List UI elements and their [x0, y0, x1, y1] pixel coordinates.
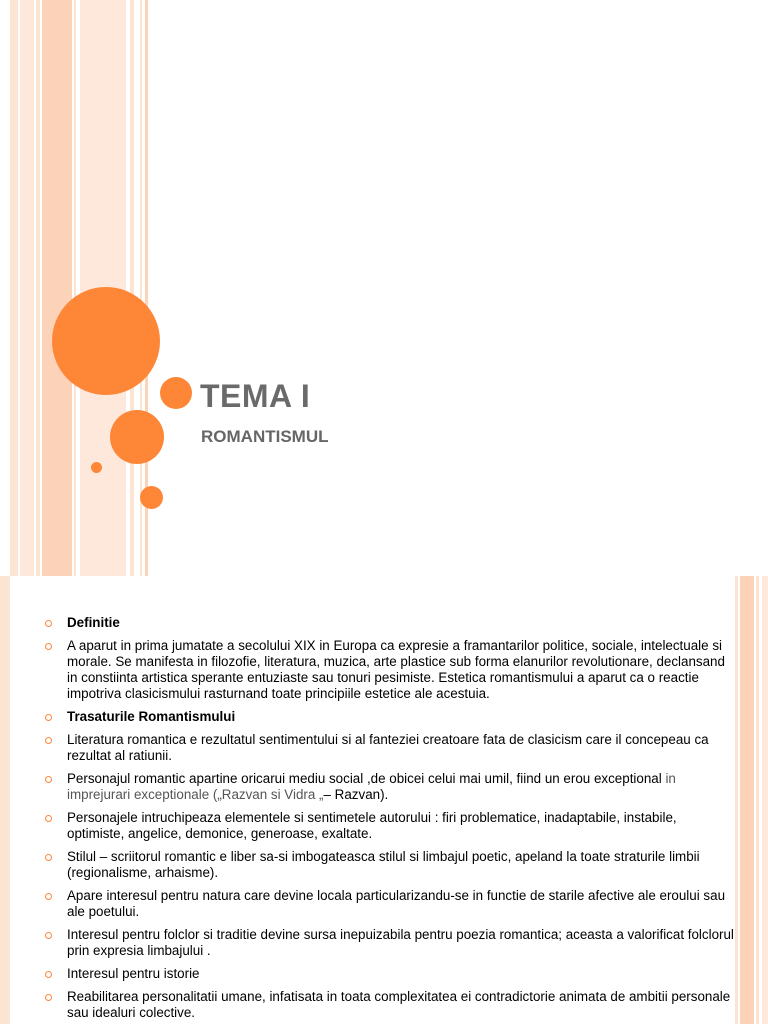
list-item: Personajele intruchipeaza elementele si sentimetele autorului : firi problematice, inadaptabile, instabile, optimiste, angelice, demonice, generoase, exaltate.	[45, 810, 735, 842]
slide-title: TEMA I	[200, 378, 311, 414]
list-item: Interesul pentru istorie	[45, 966, 735, 982]
list-item: Personajul romantic apartine oricarui mediu social ,de obicei celui mai umil, fiind un erou exceptional in imprejurari exceptionale („Razvan si Vidra „– Razvan).	[45, 771, 735, 803]
circle-outline-icon	[45, 994, 52, 1001]
list-item: Interesul pentru folclor si traditie devine sursa inepuizabila pentru poezia romantica; aceasta a valorificat folclorul prin expresia limbajului .	[45, 927, 735, 959]
decorative-band	[762, 576, 768, 1024]
circle-outline-icon	[45, 714, 52, 721]
list-item: Reabilitarea personalitatii umane, infatisata in toata complexitatea ei contradictorie animata de ambitii personale sau idealuri colective.	[45, 989, 735, 1021]
list-item: Trasaturile Romantismului	[45, 709, 735, 725]
decorative-band	[74, 0, 76, 576]
circle-outline-icon	[45, 854, 52, 861]
list-item: Stilul – scriitorul romantic e liber sa-si imbogateasca stilul si limbajul poetic, apeland la toate straturile limbii (regionalisme, arhaisme).	[45, 849, 735, 881]
decorative-band	[740, 576, 754, 1024]
circle-outline-icon	[45, 815, 52, 822]
circle-outline-icon	[45, 893, 52, 900]
decorative-band	[756, 576, 759, 1024]
decorative-circle-medium	[160, 377, 192, 409]
content-slide	[0, 576, 768, 1024]
decorative-circle-small	[91, 462, 102, 473]
list-item: Definitie	[45, 615, 735, 631]
circle-outline-icon	[45, 737, 52, 744]
decorative-circle-small	[140, 486, 163, 509]
decorative-circle-large	[52, 287, 160, 395]
decorative-band	[10, 0, 18, 576]
decorative-band	[42, 0, 72, 576]
circle-outline-icon	[45, 620, 52, 627]
decorative-circle-medium	[110, 410, 164, 464]
bullet-list	[45, 615, 735, 1024]
decorative-band	[735, 576, 738, 1024]
slide-subtitle: ROMANTISMUL	[201, 427, 329, 446]
list-item: Literatura romantica e rezultatul sentimentului si al fanteziei creatoare fata de clasicism care il concepeau ca rezultat al ratiunii.	[45, 732, 735, 764]
circle-outline-icon	[45, 776, 52, 783]
decorative-band	[130, 0, 134, 576]
list-item: A aparut in prima jumatate a secolului XIX in Europa ca expresie a framantarilor politice, sociale, intelectuale si morale. Se manifesta in filozofie, literatura, muzica, arte plastice sub forma elanurilor revolutionare, declansand in constiinta artistica sperante entuziaste sau tonuri pesimiste. Estetica romantismului a aparut ca o reactie impotriva clasicismului rasturnand toate principiile estetice ale acestuia.	[45, 638, 735, 702]
circle-outline-icon	[45, 643, 52, 650]
circle-outline-icon	[45, 971, 52, 978]
circle-outline-icon	[45, 932, 52, 939]
decorative-band	[0, 576, 10, 1024]
list-item: Apare interesul pentru natura care devine locala particularizandu-se in functie de starile afective ale eroului sau ale poetului.	[45, 888, 735, 920]
decorative-band	[36, 0, 40, 576]
decorative-band	[20, 0, 34, 576]
